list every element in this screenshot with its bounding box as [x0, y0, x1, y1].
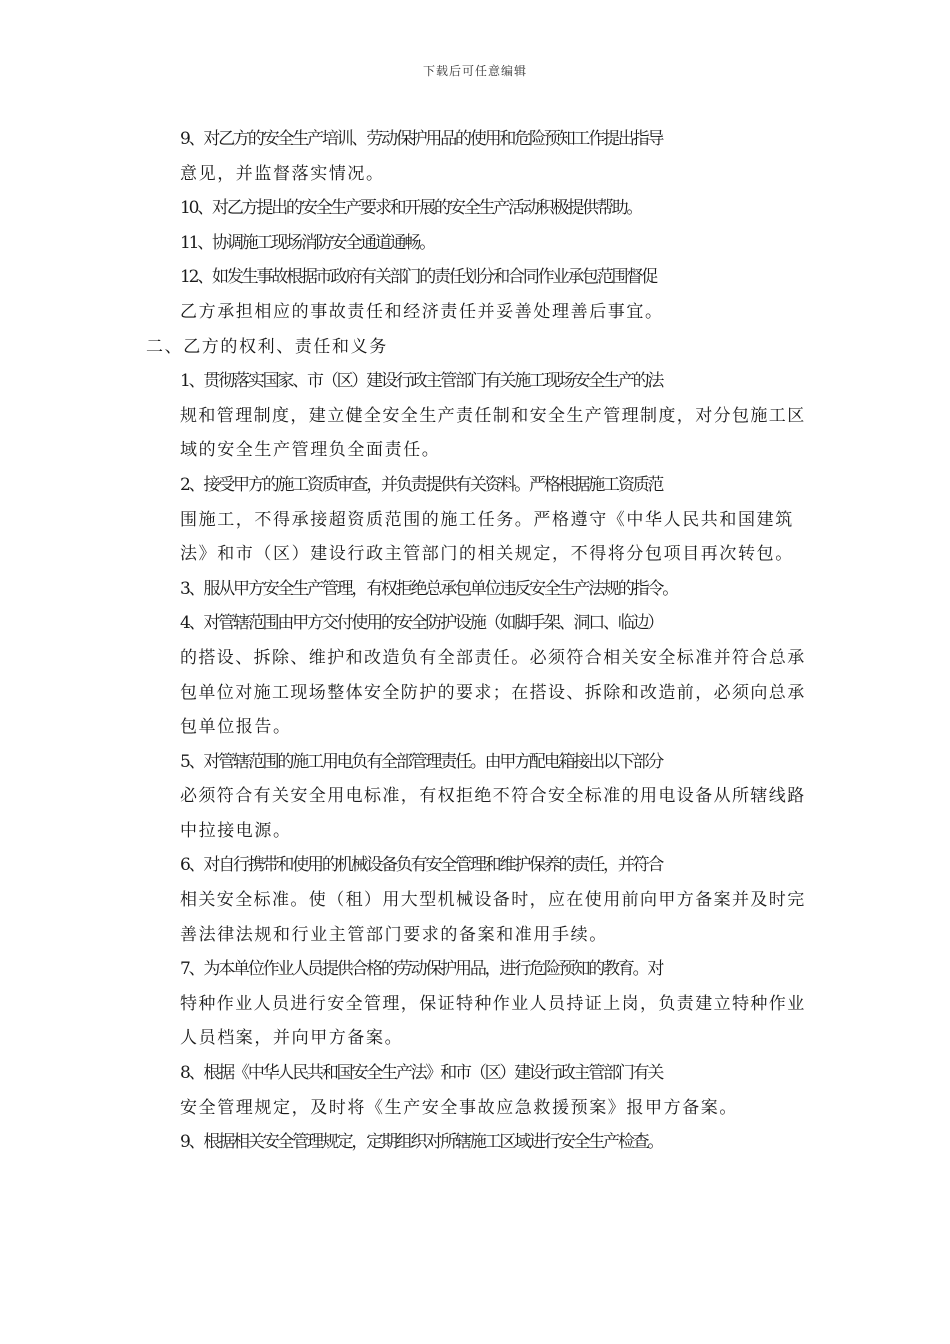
text-line: 1、贯彻落实国家、市（区）建设行政主管部门有关施工现场安全生产的法: [180, 371, 663, 392]
text-line: 3、服从甲方安全生产管理，有权拒绝总承包单位违反安全生产法规的指令。: [180, 578, 678, 599]
paragraph: [146, 745, 811, 849]
text-line: 包单位对施工现场整体安全防护的要求；在搭设、拆除和改造前，必须向总承: [180, 682, 806, 703]
text-line: 2、接受甲方的施工资质审查，并负责提供有关资料。严格根据施工资质范: [180, 474, 663, 495]
text-line: 6、对自行携带和使用的机械设备负有安全管理和维护保养的责任，并符合: [180, 855, 663, 876]
text-line: 必须符合有关安全用电标准，有权拒绝不符合安全标准的用电设备从所辖线路: [180, 786, 806, 807]
text-line: 7、为本单位作业人员提供合格的劳动保护用品，进行危险预知的教育。对: [180, 959, 663, 980]
text-line: 相关安全标准。使（租）用大型机械设备时，应在使用前向甲方备案并及时完: [180, 890, 806, 911]
text-line: 法》和市（区）建设行政主管部门的相关规定，不得将分包项目再次转包。: [180, 544, 794, 565]
text-line: 10、对乙方提出的安全生产要求和开展的安全生产活动积极提供帮助。: [180, 198, 642, 219]
section-heading: [146, 330, 811, 365]
paragraph: [146, 468, 811, 572]
paragraph: [146, 226, 811, 261]
paragraph: [146, 122, 811, 191]
text-line: 中拉接电源。: [180, 820, 292, 841]
text-line: 人员档案，并向甲方备案。: [180, 1028, 404, 1049]
paragraph: [146, 191, 811, 226]
text-line: 11、协调施工现场消防安全通道通畅。: [180, 232, 435, 253]
paragraph: [146, 260, 811, 329]
paragraph: [146, 848, 811, 952]
paragraph: [146, 606, 811, 744]
text-line: 包单位报告。: [180, 717, 292, 738]
text-line: 的搭设、拆除、维护和改造负有全部责任。必须符合相关安全标准并符合总承: [180, 647, 806, 668]
text-line: 乙方承担相应的事故责任和经济责任并妥善处理善后事宜。: [180, 301, 664, 322]
text-line: 二、乙方的权利、责任和义务: [146, 336, 388, 357]
paragraph: [146, 1125, 811, 1160]
paragraph: [146, 1056, 811, 1125]
text-line: 12、如发生事故根据市政府有关部门的责任划分和合同作业承包范围督促: [180, 267, 657, 288]
document-body: [146, 122, 811, 1160]
text-line: 4、对管辖范围由甲方交付使用的安全防护设施（如脚手架、洞口、临边）: [180, 613, 663, 634]
text-line: 9、对乙方的安全生产培训、劳动保护用品的使用和危险预知工作提出指导: [180, 129, 663, 149]
paragraph: [146, 952, 811, 1056]
text-line: 8、根据《中华人民共和国安全生产法》和市（区）建设行政主管部门有关: [180, 1063, 663, 1084]
text-line: 5、对管辖范围的施工用电负有全部管理责任。由甲方配电箱接出以下部分: [180, 751, 663, 772]
text-line: 善法律法规和行业主管部门要求的备案和准用手续。: [180, 924, 608, 945]
text-line: 9、根据相关安全管理规定，定期组织对所辖施工区域进行安全生产检查。: [180, 1132, 663, 1153]
paragraph: [146, 572, 811, 607]
page-header: 下载后可任意编辑: [422, 64, 527, 78]
text-line: 特种作业人员进行安全管理，保证特种作业人员持证上岗，负责建立特种作业: [180, 993, 806, 1014]
text-line: 安全管理规定，及时将《生产安全事故应急救援预案》报甲方备案。: [180, 1097, 738, 1118]
text-line: 域的安全生产管理负全面责任。: [180, 440, 441, 461]
text-line: 规和管理制度，建立健全安全生产责任制和安全生产管理制度，对分包施工区: [180, 405, 806, 426]
paragraph: [146, 364, 811, 468]
text-line: 围施工，不得承接超资质范围的施工任务。严格遵守《中华人民共和国建筑: [180, 509, 794, 530]
text-line: 意见，并监督落实情况。: [180, 163, 385, 184]
